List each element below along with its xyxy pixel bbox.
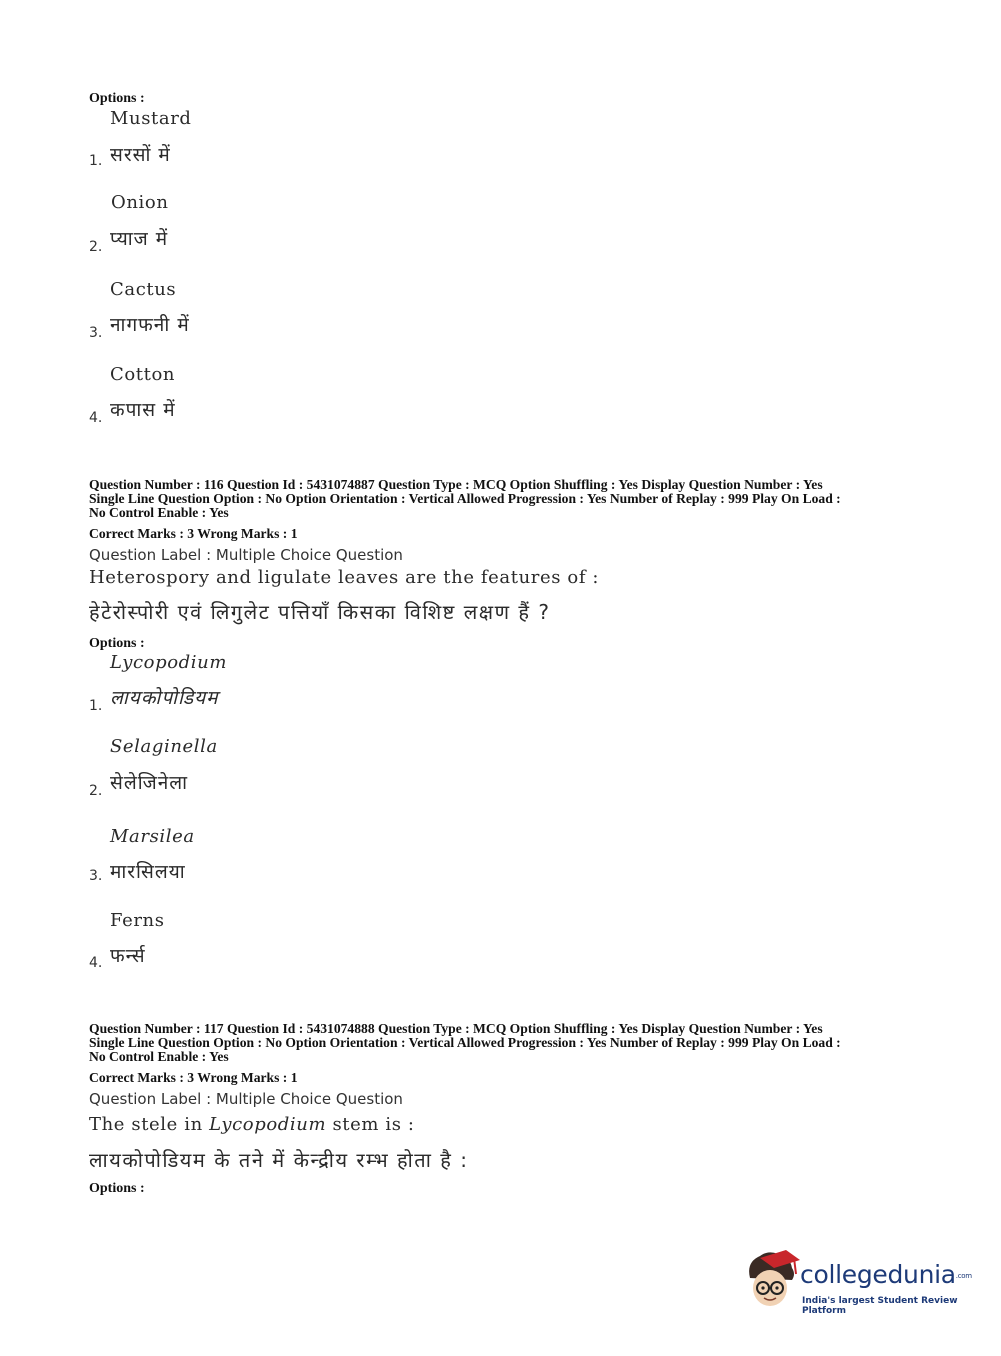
q116-option-4-english: Ferns xyxy=(110,910,165,931)
q116-option-1-number: 1. xyxy=(89,698,103,714)
q116-question-hindi: हेटेरोस्पोरी एवं लिगुलेट पत्तियाँ किसका विशिष्ट लक्षण हैं ? xyxy=(89,600,551,624)
q116-meta-line-1: Question Number : 116 Question Id : 5431074887 Question Type : MCQ Option Shuffling : Yes Display Question Number : Yes xyxy=(89,477,823,492)
q117-question-text-end: stem is : xyxy=(326,1114,415,1135)
option-1-number: 1. xyxy=(89,153,103,169)
q116-option-3-english: Marsilea xyxy=(110,826,195,847)
logo-tagline: India's largest Student Review Platform xyxy=(802,1296,958,1316)
mascot-icon xyxy=(742,1248,802,1314)
q116-option-1-english: Lycopodium xyxy=(110,652,228,673)
q116-option-1-hindi: लायकोपोडियम xyxy=(110,687,219,709)
option-3-hindi: नागफनी में xyxy=(110,314,190,336)
option-3-number: 3. xyxy=(89,325,103,341)
logo-wordmark: collegedunia.com xyxy=(800,1260,972,1289)
option-3-english: Cactus xyxy=(110,279,177,300)
q116-question-label: Question Label : Multiple Choice Question xyxy=(89,546,403,564)
q116-option-4-hindi: फर्न्स xyxy=(110,945,146,967)
q117-meta-line-3: No Control Enable : Yes xyxy=(89,1049,229,1064)
q117-question-scientific-name: Lycopodium xyxy=(209,1114,327,1135)
q116-marks: Correct Marks : 3 Wrong Marks : 1 xyxy=(89,526,298,541)
q116-option-2-english: Selaginella xyxy=(110,736,218,757)
q117-question-label: Question Label : Multiple Choice Question xyxy=(89,1090,403,1108)
q116-option-3-number: 3. xyxy=(89,868,103,884)
q117-meta-line-2: Single Line Question Option : No Option Orientation : Vertical Allowed Progression : Yes Number of Replay : 999 Play On Load : xyxy=(89,1035,841,1050)
q116-meta-line-3: No Control Enable : Yes xyxy=(89,505,229,520)
option-2-hindi: प्याज में xyxy=(110,228,169,250)
q117-question-text-start: The stele in xyxy=(89,1114,210,1135)
q117-meta-line-1: Question Number : 117 Question Id : 5431074888 Question Type : MCQ Option Shuffling : Yes Display Question Number : Yes xyxy=(89,1021,823,1036)
option-2-english: Onion xyxy=(111,192,169,213)
options-heading: Options : xyxy=(89,91,145,106)
option-1-english: Mustard xyxy=(110,108,192,129)
option-4-number: 4. xyxy=(89,410,103,426)
q116-option-4-number: 4. xyxy=(89,955,103,971)
q116-option-2-number: 2. xyxy=(89,783,103,799)
option-2-number: 2. xyxy=(89,239,103,255)
collegedunia-logo[interactable] xyxy=(742,1248,970,1316)
q117-question-english xyxy=(89,1114,415,1135)
q117-marks: Correct Marks : 3 Wrong Marks : 1 xyxy=(89,1070,298,1085)
option-4-english: Cotton xyxy=(110,364,176,385)
q116-option-3-hindi: मारसिलया xyxy=(110,861,186,883)
logo-domain: .com xyxy=(955,1272,972,1280)
q116-options-heading: Options : xyxy=(89,636,145,651)
q116-question-english: Heterospory and ligulate leaves are the features of : xyxy=(89,567,600,588)
q117-options-heading: Options : xyxy=(89,1181,145,1196)
option-1-hindi: सरसों में xyxy=(110,144,171,166)
q116-option-2-hindi: सेलेजिनेला xyxy=(110,772,189,794)
option-4-hindi: कपास में xyxy=(110,399,176,421)
q116-meta-line-2: Single Line Question Option : No Option Orientation : Vertical Allowed Progression : Yes Number of Replay : 999 Play On Load : xyxy=(89,491,841,506)
q117-question-hindi: लायकोपोडियम के तने में केन्द्रीय रम्भ होता है : xyxy=(89,1148,469,1172)
